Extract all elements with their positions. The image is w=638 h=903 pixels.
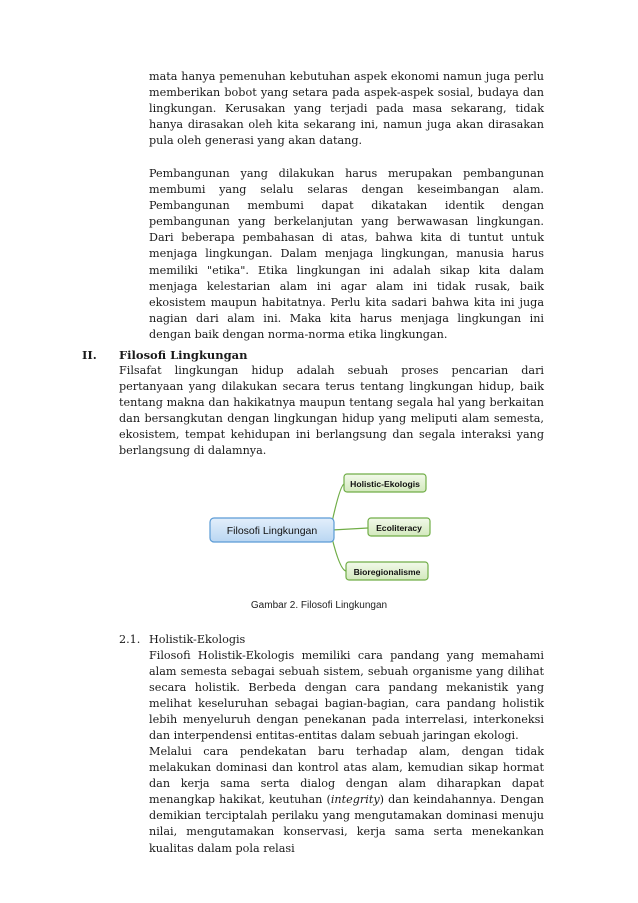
branch-label-bioregionalisme: Bioregionalisme	[353, 567, 421, 577]
figure-caption: Gambar 2. Filosofi Lingkungan	[250, 600, 388, 611]
subsection-paragraph-2	[149, 744, 544, 857]
subsection-paragraph-1: Filosofi Holistik-Ekologis memiliki cara pandang yang memahami alam semesta sebagai sebuah sistem, sebuah organisme yang dilihat secara holistik. Berbeda dengan cara pandang mekanistik yang melihat keseluruhan sebagai bagian-bagian, cara pandang holistik lebih menyeluruh dengan penekanan pada interrelasi, interkoneksi dan interpendensi entitas-entitas dalam sebuah jaringan ekologi.	[149, 649, 544, 743]
connector-2	[332, 528, 368, 530]
section-paragraph: Filsafat lingkungan hidup adalah sebuah proses pencarian dari pertanyaan yang dilakukan secara terus tentang lingkungan hidup, baik tentang makna dan hakikatnya maupun tentang segala hal yang berkaitan dan bersangkutan dengan lingkungan hidup yang meliputi alam semesta, ekosistem, tempat kehidupan ini berlangsung dan segala interaksi yang berlangsung di dalamnya.	[119, 364, 544, 458]
connector-1	[332, 484, 344, 522]
section-number: II.	[82, 348, 97, 362]
filosofi-diagram	[200, 466, 440, 586]
branch-label-ecoliteracy: Ecoliteracy	[376, 523, 422, 533]
intro-paragraph-1: mata hanya pemenuhan kebutuhan aspek ekonomi namun juga perlu memberikan bobot yang setara pada aspek-aspek sosial, budaya dan lingkungan. Kerusakan yang terjadi pada masa sekarang, tidak hanya dirasakan oleh kita sekarang ini, namun juga akan dirasakan pula oleh generasi yang akan datang.	[149, 70, 544, 148]
intro-paragraph-2: Pembangunan yang dilakukan harus merupakan pembangunan membumi yang selalu selaras dengan keseimbangan alam. Pembangunan membumi dapat dikatakan identik dengan pembangunan yang berkelanjutan yang berwawasan lingkungan. Dari beberapa pembahasan di atas, bahwa kita di tuntut untuk menjaga lingkungan. Dalam menjaga lingkungan, manusia harus memiliki "etika". Etika lingkungan ini adalah sikap kita dalam menjaga kelestarian alam ini agar alam ini tidak rusak, baik ekosistem maupun habitatnya. Perlu kita sadari bahwa kita ini juga nagian dari alam ini. Maka kita harus menjaga lingkungan ini dengan baik dengan norma-norma etika lingkungan.	[149, 167, 544, 341]
branch-label-holistic: Holistic-Ekologis	[350, 479, 420, 489]
integrity-term: integrity	[330, 793, 380, 807]
subsection-title: Holistik-Ekologis	[149, 633, 246, 646]
subsection-paragraph-2-end: ) dan keindahannya. Dengan demikian terciptalah perilaku yang mengutamakan dominasi menuju nilai, mengutamakan konservasi, kerja sama serta menekankan kualitas dalam pola relasi	[149, 793, 544, 855]
center-node-label: Filosofi Lingkungan	[226, 525, 318, 537]
subsection-number: 2.1.	[119, 633, 141, 646]
section-title: Filosofi Lingkungan	[119, 348, 248, 362]
connector-3	[332, 538, 346, 571]
subsection-paragraph-2-start: Melalui cara pendekatan baru terhadap alam, dengan tidak melakukan dominasi dan kontrol atas alam, kemudian sikap hormat dan kerja sama serta dialog dengan alam diharapkan dapat menangkap hakikat, keutuhan (	[149, 745, 544, 807]
